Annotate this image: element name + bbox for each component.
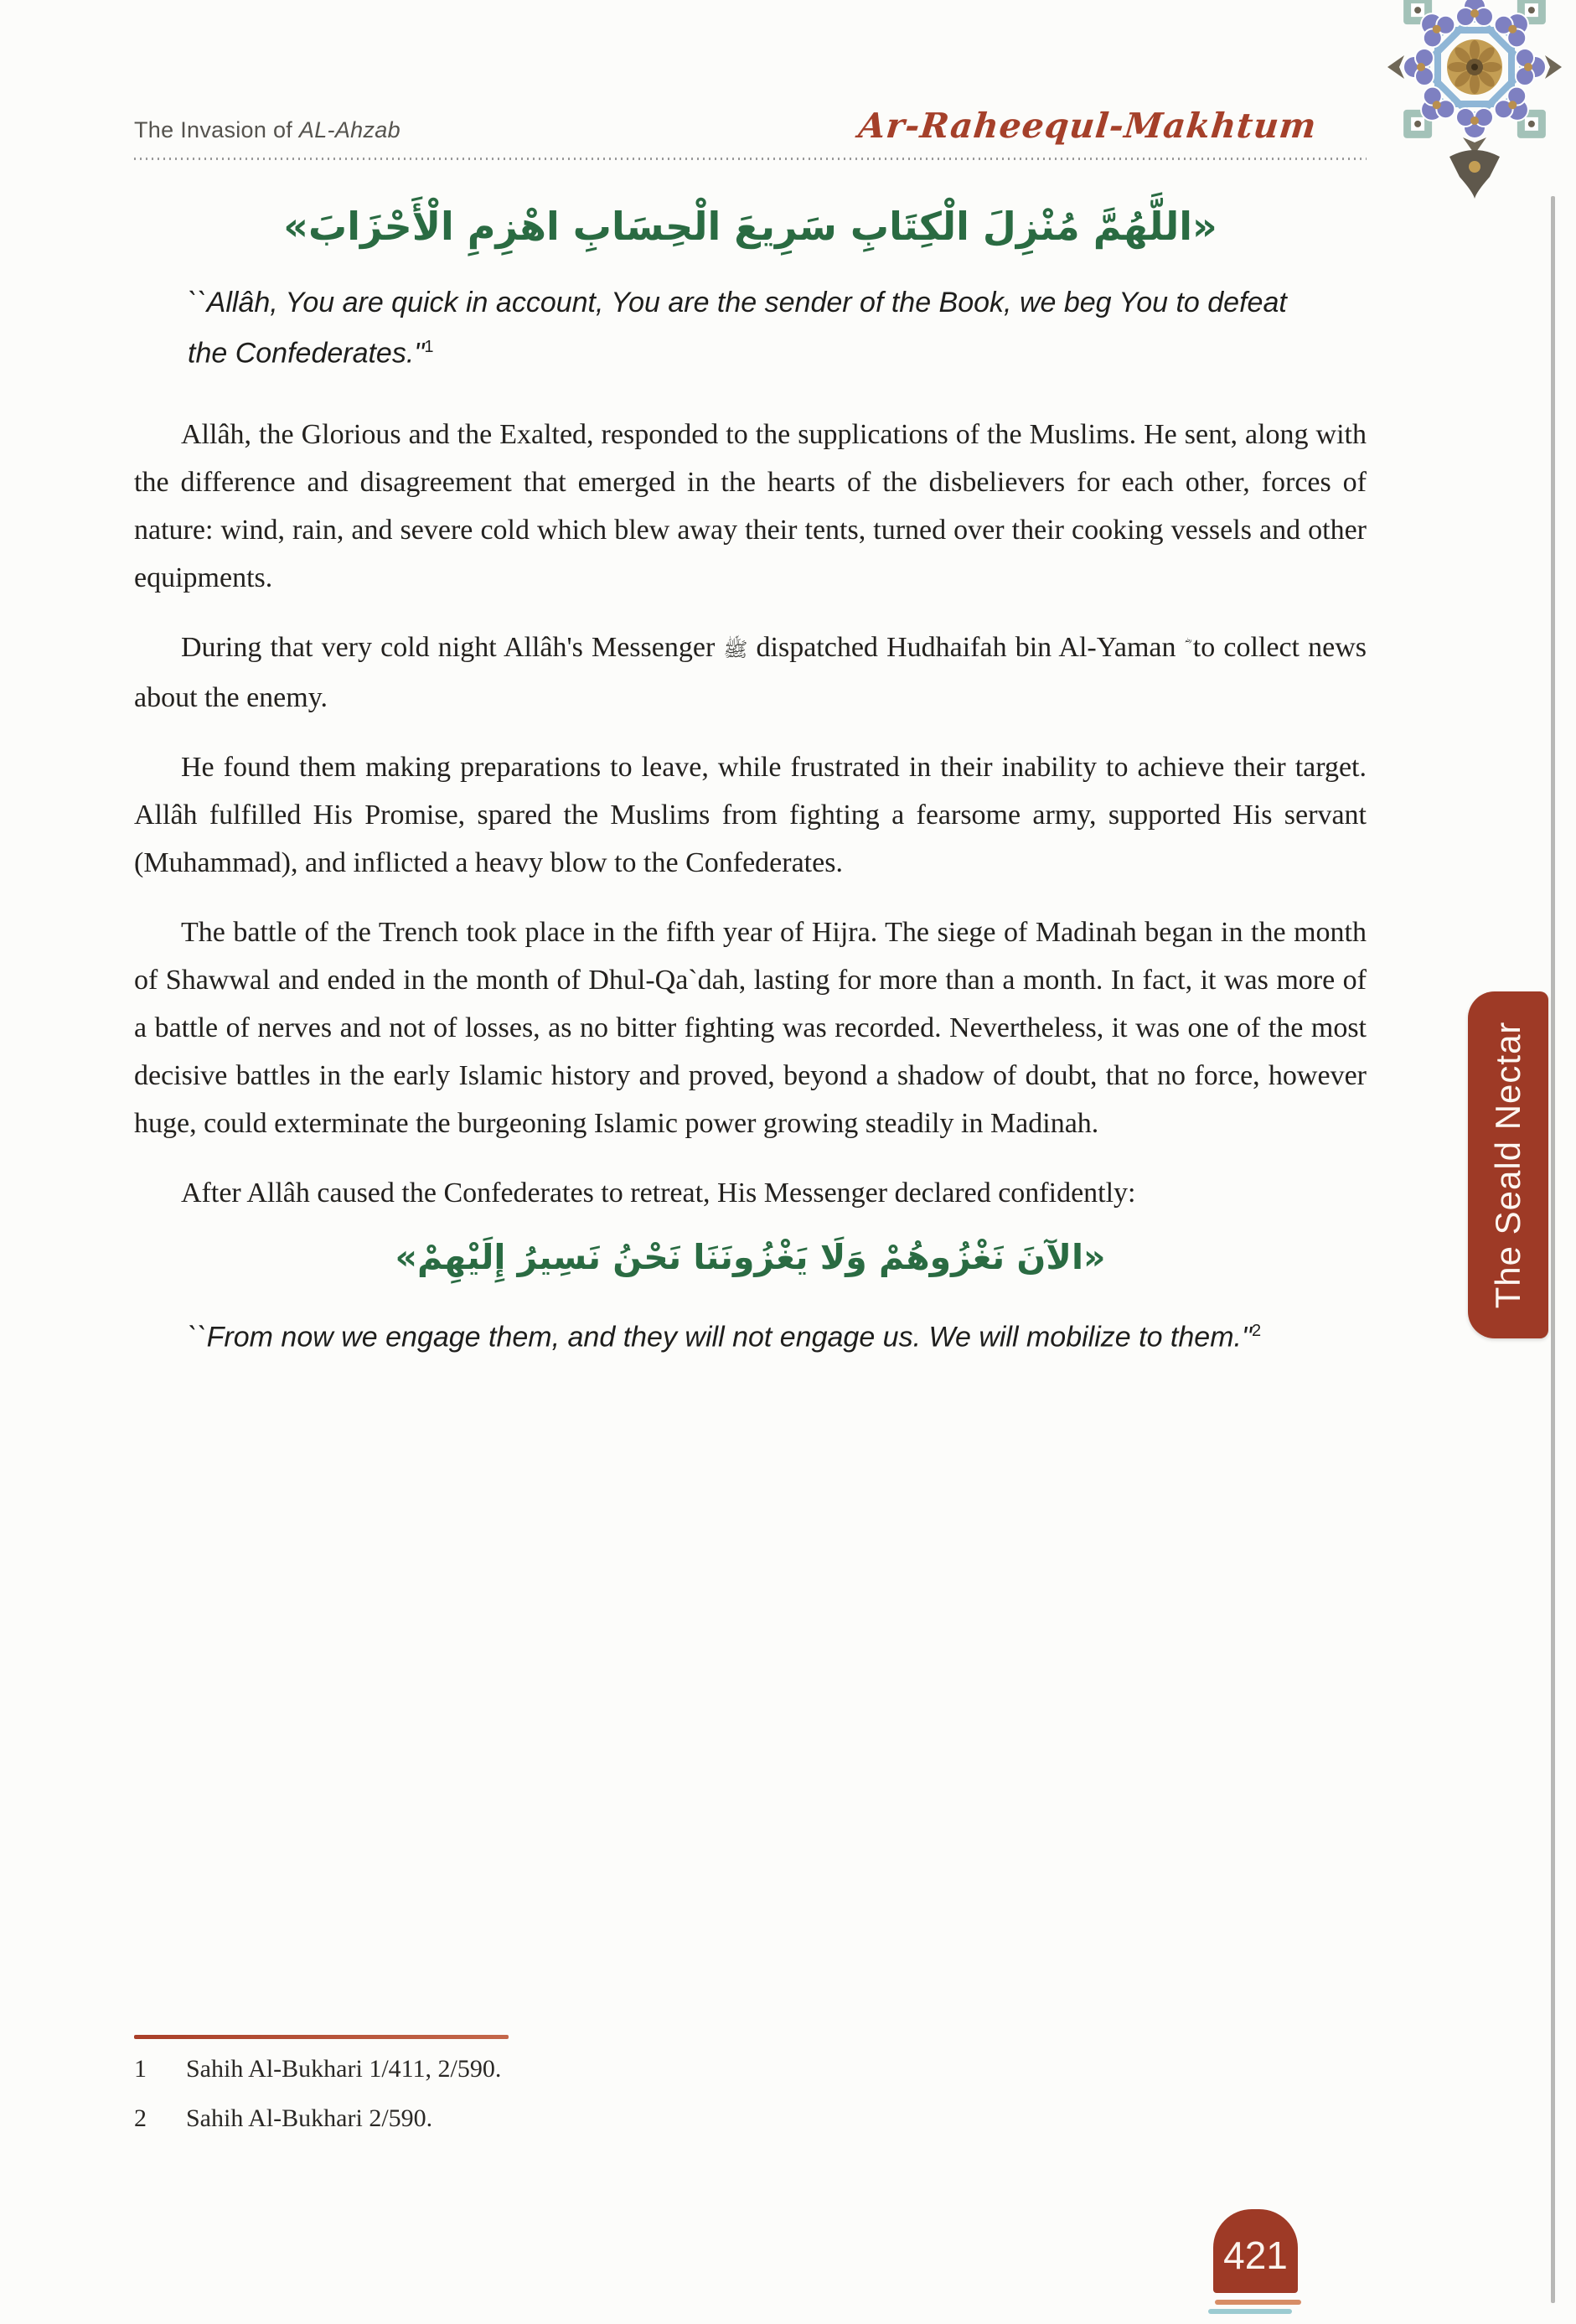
footnote-item-1 [134,2050,888,2088]
chapter-title [134,117,400,143]
paragraph-2-part-a: During that very cold night Allâh's Messenger [181,632,724,664]
quote-1-text: ``Allâh, You are quick in account, You are the sender of the Book, we beg You to defeat the Confederates." [188,287,1287,370]
arabic-dua-2: «الآنَ نَغْزُوهُمْ وَلَا يَغْزُونَنَا نَحْنُ نَسِيرُ إِلَيْهِمْ» [395,1237,1106,1278]
paragraph-2-part-b: dispatched Hudhaifah bin Al-Yaman [747,632,1185,664]
paragraph-2-part-c: to collect news about the enemy. [134,632,1367,714]
footnote-ref-2: 2 [1252,1322,1262,1341]
paragraph-1: Allâh, the Glorious and the Exalted, responded to the supplications of the Muslims. He sent, along with the difference and disagreement that emerged in the hearts of the disbelievers for each other, forces of nature: wind, rain, and severe cold which blew away their tents, turned over their cooking vessels and other equipments. [134,419,1367,594]
running-header [134,0,1367,146]
side-thumb-tab [1468,991,1548,1338]
paragraph-3: He found them making preparations to leave, while frustrated in their inability to achieve their target. Allâh fulfilled His Promise, spared the Muslims from fighting a fearsome army, supported His servant (Muhammad), and inflicted a heavy blow to the Confederates. [134,752,1367,879]
page-number-underline-salmon [1215,2300,1301,2305]
translation-quote-1 [188,281,1300,375]
side-tab-label: The Seald Nectar [1488,1021,1527,1309]
quote-2-text: ``From now we engage them, and they will not engage us. We will mobilize to them." [188,1321,1253,1354]
islamic-ornament-icon [1387,0,1563,205]
paragraph-4: The battle of the Trench took place in the fifth year of Hijra. The siege of Madinah began in the month of Shawwal and ended in the month of Dhul-Qa`dah, lasting for more than a month. In fact, it was more of a battle of nerves and not of losses, as no bitter fighting was recorded. Nevertheless, it was one of the most decisive battles in the early Islamic history and proved, beyond a shadow of doubt, that no force, however huge, could exterminate the burgeoning Islamic power growing steadily in Madinah. [134,917,1367,1140]
page-number-badge [1213,2209,1298,2293]
footnotes-block [134,2035,888,2138]
chapter-title-name: AL-Ahzab [298,117,400,142]
paragraph-5: After Allâh caused the Confederates to retreat, His Messenger declared confidently: [181,1178,1136,1209]
footnote-item-2 [134,2099,888,2138]
paragraph-2 [134,624,1367,722]
footnote-number: 1 [134,2055,147,2083]
pbuh-calligraphy-icon: ﷺ [723,638,748,662]
translation-quote-2 [188,1309,1300,1359]
footnote-text: Sahih Al-Bukhari 1/411, 2/590. [186,2055,502,2083]
arabic-dua-1: «اللَّهُمَّ مُنْزِلَ الْكِتَابِ سَرِيعَ الْحِسَابِ اهْزِمِ الْأَحْزَابَ» [283,204,1217,249]
footnote-text: Sahih Al-Bukhari 2/590. [186,2104,433,2132]
footnote-number: 2 [134,2104,147,2132]
page-number: 421 [1223,2233,1288,2277]
footnote-ref-1: 1 [424,338,434,356]
header-dotted-divider [134,158,1367,160]
footnote-divider [134,2035,509,2039]
text-column [134,0,1367,1360]
chapter-title-prefix: The Invasion of [134,117,299,142]
page-edge-line [1551,196,1555,2303]
page-number-underline-teal [1208,2309,1292,2314]
book-title-calligraphy: Ar-Raheequl-Makhtum [856,106,1319,146]
